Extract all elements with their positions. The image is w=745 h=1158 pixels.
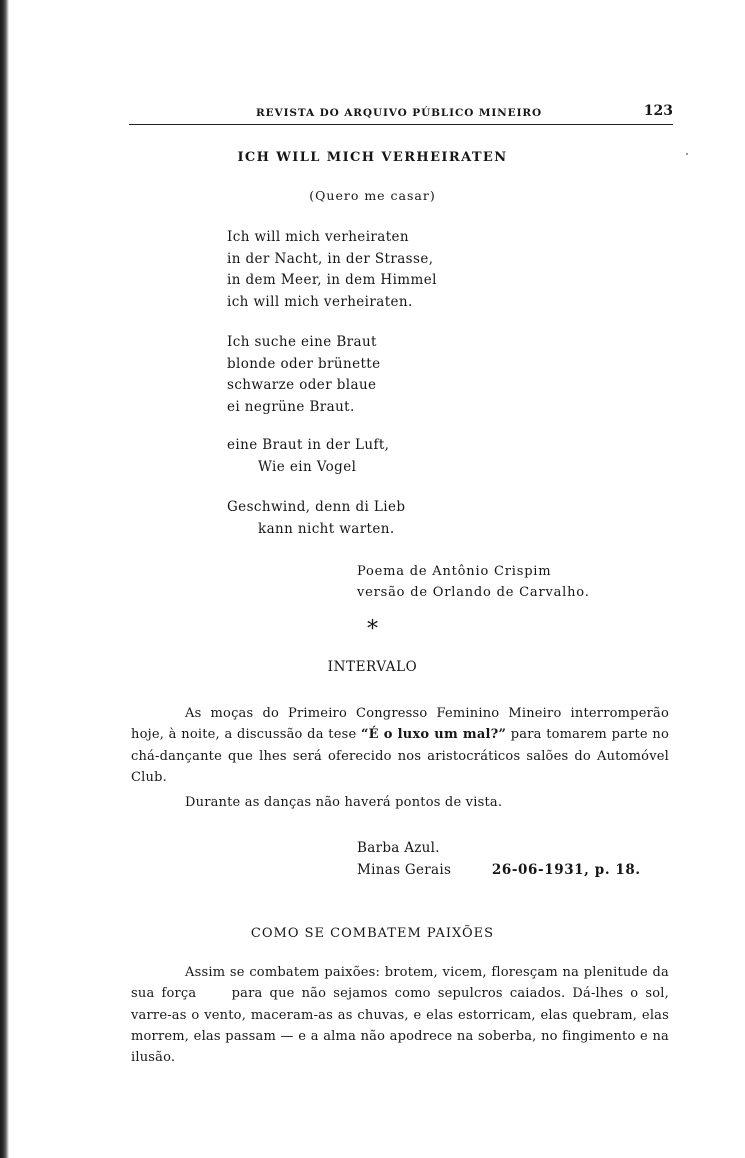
poem-line: blonde oder brünette xyxy=(227,355,381,372)
poem-line: ich will mich verheiraten. xyxy=(227,293,413,310)
poem-stanza-1 xyxy=(227,227,437,313)
page-header xyxy=(129,100,673,126)
signature-source-line xyxy=(357,860,641,882)
poem-line: kann nicht warten. xyxy=(258,520,395,537)
poem-line: in der Nacht, in der Strasse, xyxy=(227,250,434,267)
poem-line: Wie ein Vogel xyxy=(258,458,357,475)
source-name: Minas Gerais xyxy=(357,861,452,878)
intervalo-title: INTERVALO xyxy=(327,659,418,675)
header-rule xyxy=(129,124,673,125)
poem-line: eine Braut in der Luft, xyxy=(227,437,390,453)
intervalo-p1-text-b: para tomarem parte no chá-dançante que lhes será oferecido nos aristocráticos salões do Automóvel Club. xyxy=(131,727,670,785)
intervalo-signature xyxy=(357,838,641,881)
combatem-title: COMO SE COMBATEM PAIXÕES xyxy=(250,926,495,941)
intervalo-paragraph-2 xyxy=(131,792,669,813)
poem-line: Ich will mich verheiraten xyxy=(227,229,410,245)
signature-name: Barba Azul. xyxy=(357,840,440,856)
credit-author: Poema de Antônio Crispim xyxy=(357,564,552,579)
intervalo-p1-quote: “É o luxo um mal?” xyxy=(360,727,507,743)
poem-line: Geschwind, denn di Lieb xyxy=(227,499,406,515)
poem-credit xyxy=(357,561,590,603)
poem-title: ICH WILL MICH VERHEIRATEN xyxy=(237,150,508,165)
credit-translator: versão de Orlando de Carvalho. xyxy=(357,585,590,600)
poem-stanza-2 xyxy=(227,332,381,418)
poem-stanza-4 xyxy=(227,497,405,540)
poem-line: Ich suche eine Braut xyxy=(227,334,377,350)
page-number: 123 xyxy=(643,103,673,119)
section-separator: * xyxy=(367,617,378,642)
running-title: REVISTA DO ARQUIVO PÚBLICO MINEIRO xyxy=(256,107,543,119)
intervalo-paragraph-1 xyxy=(131,703,669,788)
poem-subtitle: (Quero me casar) xyxy=(309,188,436,203)
intervalo-p2-text: Durante as danças não haverá pontos de vista. xyxy=(185,795,503,810)
poem-line: in dem Meer, in dem Himmel xyxy=(227,272,437,288)
combatem-paragraph xyxy=(131,962,674,1068)
combatem-p1-text: Assim se combatem paixões: brotem, vicem, floresçam na plenitude da sua força para que não sejamos como sepulcros caiados. Dá-lhes o sol, varre-as o vento, maceram-as as chuvas, e elas estorricam, elas quebram, elas morrem, elas passam — e a alma não apodrece na soberba, no fingimento e na ilusão. xyxy=(131,965,674,1066)
poem-line: schwarze oder blaue xyxy=(227,377,377,393)
poem-line: ei negrüne Braut. xyxy=(227,398,355,415)
intervalo-p1-text-a: As moças do Primeiro Congresso Feminino Mineiro interromperão hoje, à noite, a discussão da tese xyxy=(131,706,669,743)
source-date: 26-06-1931, p. 18. xyxy=(491,861,641,878)
poem-stanza-3 xyxy=(227,435,389,478)
page-binding-edge xyxy=(0,0,9,1158)
